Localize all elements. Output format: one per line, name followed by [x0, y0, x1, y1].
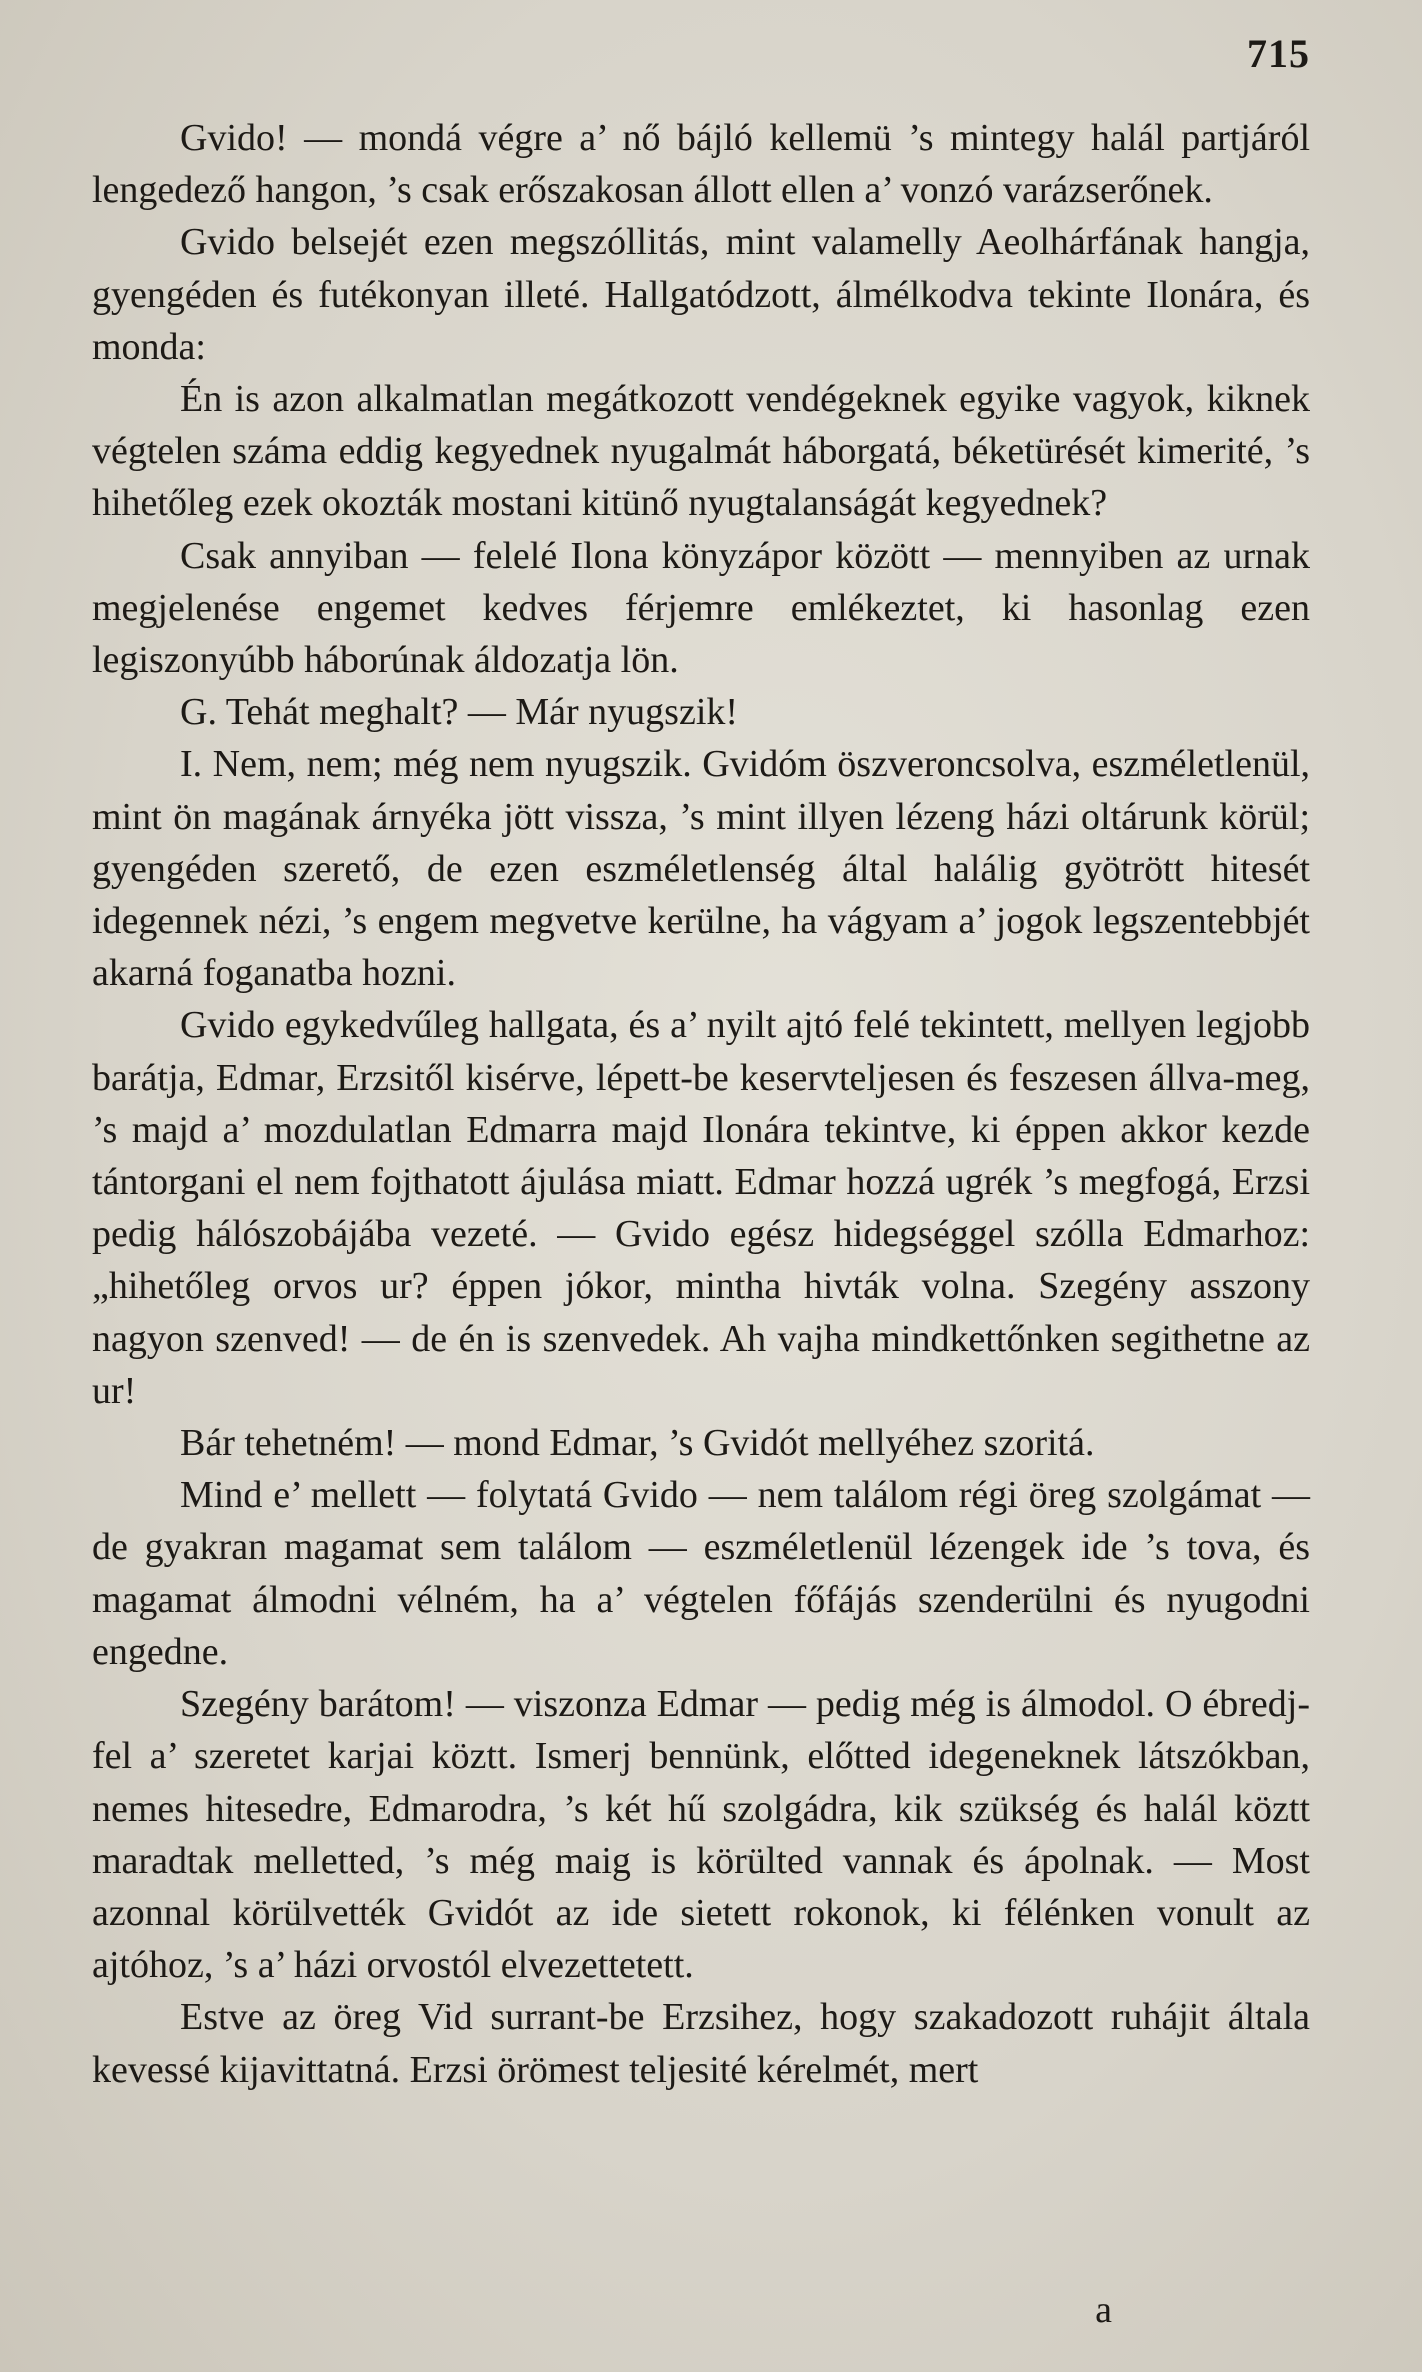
catchword: a	[1095, 2289, 1112, 2331]
paragraph: I. Nem, nem; még nem nyugszik. Gvidóm öszveroncsolva, eszméletlenül, mint ön magának árnyéka jött vissza, ’s mint illyen lézeng házi oltárunk körül; gyengéden szerető, de ezen eszméletlenség által halálig gyötrött hitesét idegennek nézi, ’s engem megvetve kerülne, ha vágyam a’ jogok legszentebbjét akarná foganatba hozni.	[92, 743, 1310, 995]
paragraph: Gvido egykedvűleg hallgata, és a’ nyilt ajtó felé tekintett, mellyen legjobb barátja, Edmar, Erzsitől kisérve, lépett-be keservteljesen és feszesen állva-meg, ’s majd a’ mozdulatlan Edmarra majd Ilonára tekintve, ki éppen akkor kezde tántorgani el nem fojthatott ájulása miatt. Edmar hozzá ugrék ’s megfogá, Erzsi pedig hálószobájába vezeté. — Gvido egész hidegséggel szólla Edmarhoz: „hihetőleg orvos ur? éppen jókor, mintha hivták volna. Szegény asszony nagyon szenved! — de én is szenvedek. Ah vajha mindkettőnken segithetne az ur!	[92, 1004, 1310, 1412]
paragraph: G. Tehát meghalt? — Már nyugszik!	[180, 691, 739, 734]
paragraph: Csak annyiban — felelé Ilona könyzápor között — mennyiben az urnak megjelenése engemet kedves férjemre emlékeztet, ki hasonlag ezen legiszonyúbb háborúnak áldozatja lön.	[92, 534, 1310, 682]
body-text	[92, 112, 1310, 2096]
page-number: 715	[1247, 31, 1310, 76]
paragraph: Bár tehetném! — mond Edmar, ’s Gvidót mellyéhez szoritá.	[180, 1422, 1095, 1465]
paragraph: Én is azon alkalmatlan megátkozott vendégeknek egyike vagyok, kiknek végtelen száma eddig kegyednek nyugalmát háborgatá, béketürését kimerité, ’s hihetőleg ezek okozták mostani kitünő nyugtalanságát kegyednek?	[92, 378, 1310, 525]
paragraph: Gvido belsejét ezen megszóllitás, mint valamelly Aeolhárfának hangja, gyengéden és futékonyan illeté. Hallgatódzott, álmélkodva tekinte Ilonára, és monda:	[92, 221, 1310, 368]
paragraph: Gvido! — mondá végre a’ nő bájló kellemü ’s mintegy halál partjáról lengedező hangon, ’s csak erőszakosan állott ellen a’ vonzó varázserőnek.	[92, 117, 1310, 212]
paragraph: Szegény barátom! — viszonza Edmar — pedig még is álmodol. O ébredj-fel a’ szeretet karjai köztt. Ismerj bennünk, előtted idegeneknek látszókban, nemes hitesedre, Edmarodra, ’s két hű szolgádra, kik szükség és halál köztt maradtak melletted, ’s még maig is körülted vannak és ápolnak. — Most azonnal körülvették Gvidót az ide sietett rokonok, ki félénken vonult az ajtóhoz, ’s a’ házi orvostól elvezettetett.	[92, 1683, 1310, 1987]
paragraph: Estve az öreg Vid surrant-be Erzsihez, hogy szakadozott ruhájit általa kevessé kijavittatná. Erzsi örömest teljesité kérelmét, mert	[92, 1996, 1310, 2091]
paragraph: Mind e’ mellett — folytatá Gvido — nem találom régi öreg szolgámat — de gyakran magamat sem találom — eszméletlenül lézengek ide ’s tova, és magamat álmodni vélném, ha a’ végtelen főfájás szenderülni és nyugodni engedne.	[92, 1474, 1310, 1673]
